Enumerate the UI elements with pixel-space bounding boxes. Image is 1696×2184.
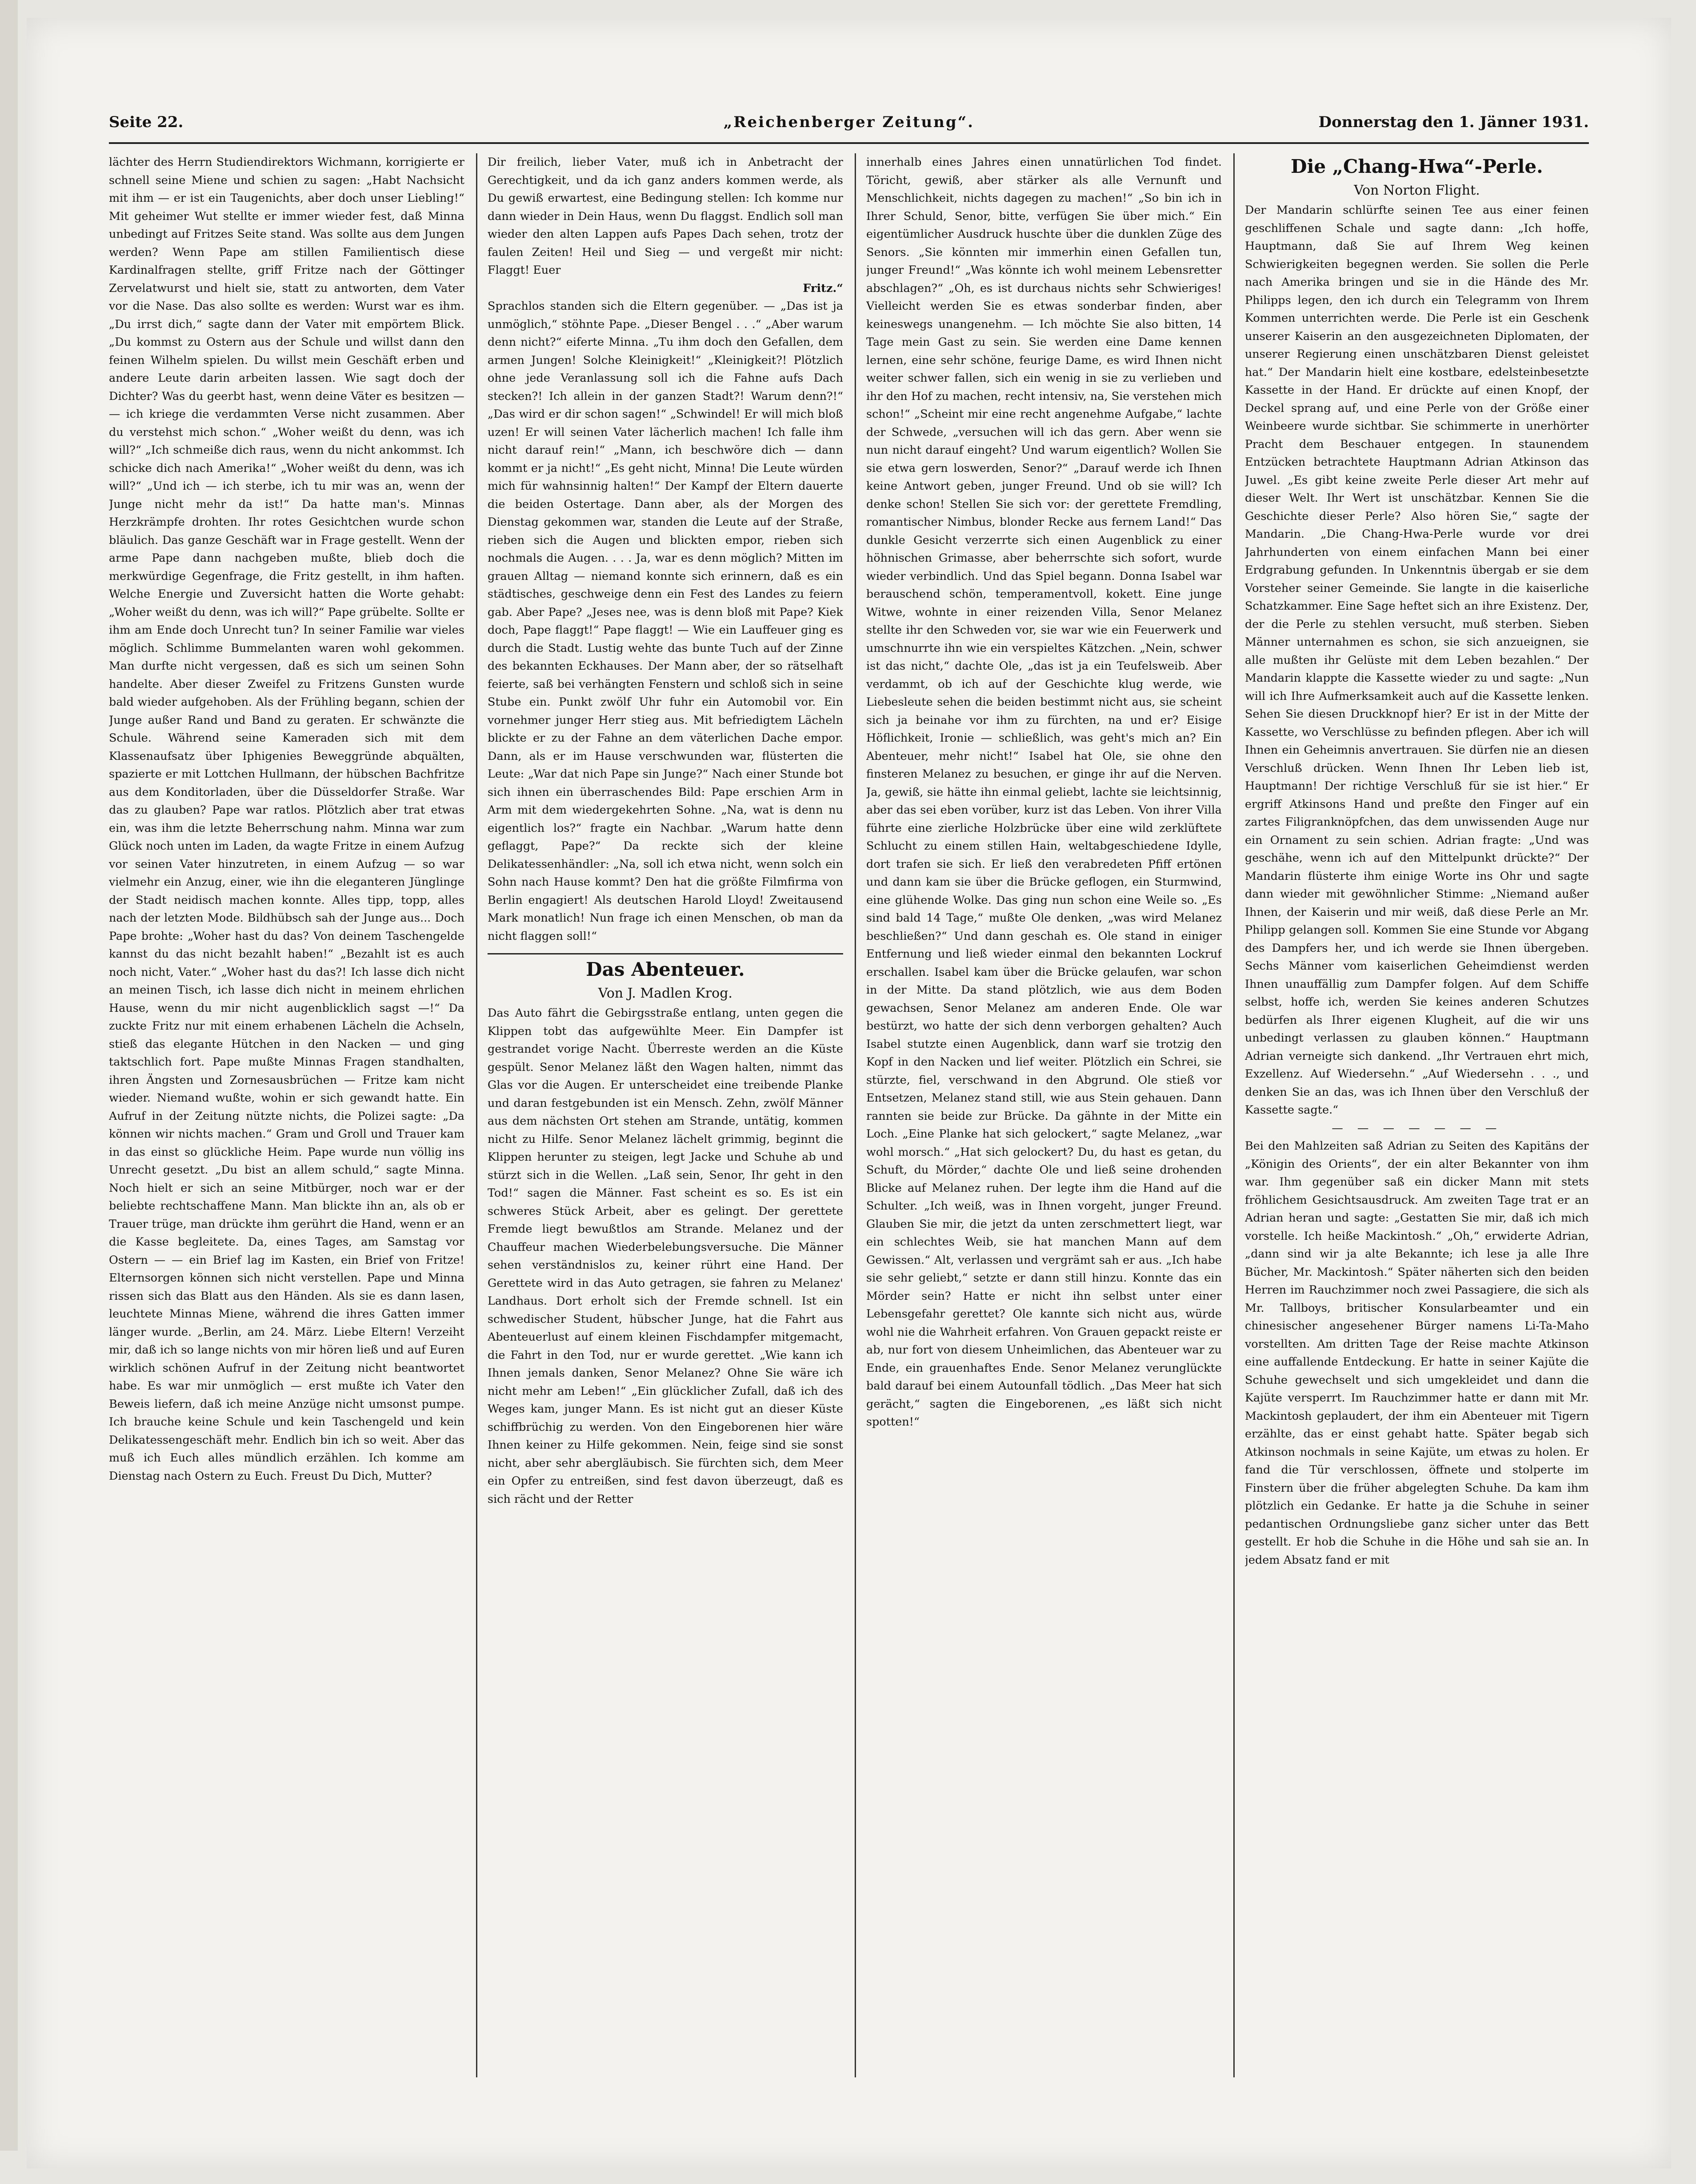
column-4	[1245, 153, 1589, 2077]
column-2-text: Sprachlos standen sich die Eltern gegenüber. — „Das ist ja unmöglich,“ stöhnte Pape. „Dieser Bengel . . .“ „Aber warum denn nicht?“ eiferte Minna. „Tu ihm doch den Gefallen, dem armen Jungen! Solche Kleinigkeit!“ „Kleinigkeit?! Plötzlich ohne jede Veranlassung soll ich die Fahne aufs Dach stecken?! Ich allein in der ganzen Stadt?! Warum denn?!“ „Das wird er dir schon sagen!“ „Schwindel! Er will mich bloß uzen! Er will seinen Vater lächerlich machen! Ich falle ihm nicht darauf rein!“ „Mann, ich beschwöre dich — dann kommt er ja nicht!“ „Es geht nicht, Minna! Die Leute würden mich für wahnsinnig halten!“ Der Kampf der Eltern dauerte die beiden Ostertage. Dann aber, als der Morgen des Dienstag gekommen war, standen die Leute auf der Straße, rieben sich die Augen und blickten empor, rieben sich nochmals die Augen. . . . Ja, war es denn möglich? Mitten im grauen Alltag — niemand konnte sich erinnern, daß es ein städtisches, geschweige denn ein Fest des Landes zu feiern gab. Aber Pape? „Jeses nee, was is denn bloß mit Pape? Kiek doch, Pape flaggt!“ Pape flaggt! — Wie ein Lauffeuer ging es durch die Stadt. Lustig wehte das bunte Tuch auf der Zinne des bekannten Eckhauses. Der Mann aber, der so rätselhaft feierte, saß bei verhängten Fenstern und schloß sich in seine Stube ein. Punkt zwölf Uhr fuhr ein Automobil vor. Ein vornehmer junger Herr stieg aus. Mit befriedigtem Lächeln blickte er zu der Fahne an dem väterlichen Dache empor. Dann, als er im Hause verschwunden war, flüsterten die Leute: „War dat nich Pape sin Junge?“ Nach einer Stunde bot sich ihnen ein überraschendes Bild: Pape erschien Arm in Arm mit dem wiedergekehrten Sohne. „Na, wat is denn nu eigentlich los?“ fragte ein Nachbar. „Warum hatte denn geflaggt, Pape?“ Da reckte sich der kleine Delikatessenhändler: „Na, soll ich etwa nicht, wenn solch ein Sohn nach Hause kommt? Den hat die größte Filmfirma von Berlin engagiert! Als deutschen Harold Lloyd! Zweitausend Mark monatlich! Nun frage ich einen Menschen, ob man da nicht flaggen soll!“	[488, 299, 843, 943]
column-divider	[476, 153, 477, 2077]
column-2	[488, 153, 843, 2077]
issue-date: Donnerstag den 1. Jänner 1931.	[1318, 113, 1589, 131]
column-1-text: lächter des Herrn Studiendirektors Wichmann, korrigierte er schnell seine Miene und schien zu sagen: „Habt Nachsicht mit ihm — er ist ein Taugenichts, aber doch unser Liebling!“ Mit geheimer Wut stellte er immer wieder fest, daß Minna unbedingt auf Fritzes Seite stand. Was sollte aus dem Jungen werden? Wenn Pape am stillen Familientisch diese Kardinalfragen stellte, griff Fritze nach der Göttinger Zervelatwurst und hielt sie, statt zu antworten, dem Vater vor die Nase. Das also sollte es werden: Wurst war es ihm. „Du irrst dich,“ sagte dann der Vater mit empörtem Blick. „Du kommst zu Ostern aus der Schule und willst dann den feinen Wilhelm spielen. Du willst mein Geschäft erben und andere Leute darin arbeiten lassen. Wie sagt doch der Dichter? Was du geerbt hast, wenn deine Väter es besitzen — — ich kriege die verdammten Verse nicht zusammen. Aber du verstehst mich schon.“ „Woher weißt du denn, was ich will?“ „Ich schmeiße dich raus, wenn du nicht ankommst. Ich schicke dich nach Amerika!“ „Woher weißt du denn, was ich will?“ „Und ich — ich sterbe, ich tu mir was an, wenn der Junge nicht mehr da ist!“ Da hatte man's. Minnas Herzkrämpfe drohten. Ihr rotes Gesichtchen wurde schon bläulich. Das ganze Geschäft war in Frage gestellt. Wenn der arme Pape dann nachgeben mußte, blieb doch die merkwürdige Gegenfrage, die Fritz gestellt, in ihm haften. Welche Energie und Zuversicht hatten die Worte gehabt: „Woher weißt du denn, was ich will?“ Pape grübelte. Sollte er ihm am Ende doch Unrecht tun? In seiner Familie war vieles möglich. Schlimme Bummelanten waren wohl gekommen. Man durfte nicht vergessen, daß es sich um seinen Sohn handelte. Aber dieser Zweifel zu Fritzens Gunsten wurde bald wieder aufgehoben. Als der Frühling begann, schien der Junge außer Rand und Band zu geraten. Er schwänzte die Schule. Während seine Kameraden sich mit dem Klassenaufsatz über Iphigenies Beweggründe abquälten, spazierte er mit Lottchen Hullmann, der hübschen Bachfritze aus dem Konditorladen, über die Düsseldorfer Straße. War das zu glauben? Pape war ratlos. Plötzlich aber trat etwas ein, was ihm die letzte Beherrschung nahm. Minna war zum Glück noch unten im Laden, da wagte Fritze in einem Aufzug vor seinen Vater hinzutreten, in einem Aufzug — so war vielmehr ein Anzug, einer, wie ihn die eleganteren Jünglinge der Stadt neidisch machen konnte. Alles tipp, topp, alles nach der letzten Mode. Bildhübsch sah der Junge aus... Doch Pape brohte: „Woher hast du das? Von deinem Taschengelde kannst du das nicht bezahlt haben!“ „Bezahlt ist es auch noch nicht, Vater.“ „Woher hast du das?! Ich lasse dich nicht an meinen Tisch, ich lasse dich nicht in meinem ehrlichen Hause, wenn du mir nicht augenblicklich sagst —!“ Da zuckte Fritz nur mit einem erhabenen Lächeln die Achseln, stieß das elegante Hütchen in den Nacken — und ging taktschlich fort. Pape mußte Minnas Fragen standhalten, ihren Ängsten und Zornesausbrüchen — Fritze kam nicht wieder. Niemand wußte, wohin er sich gewandt hatte. Ein Aufruf in der Zeitung nützte nichts, die Polizei sagte: „Da können wir nichts machen.“ Gram und Groll und Trauer kam in das einst so glückliche Heim. Pape wurde nun völlig ins Unrecht gesetzt. „Du bist an allem schuld,“ sagte Minna. Noch hielt er sich an seine Mitbürger, noch war er der beliebte rechtschaffene Mann. Man blickte ihn an, als ob er Trauer trüge, man drückte ihm gerührt die Hand, wenn er an die Kasse begleitete. Da, eines Tages, am Samstag vor Ostern — — ein Brief lag im Kasten, ein Brief von Fritze! Elternsorgen können sich nicht verstellen. Pape und Minna rissen sich das Blatt aus den Händen. Als sie es dann lasen, leuchtete Minnas Miene, während die ihres Gatten immer länger wurde. „Berlin, am 24. März. Liebe Eltern! Verzeiht mir, daß ich so lange nichts von mir hören ließ und auf Euren wirklich schönen Aufruf in der Zeitung nicht beantwortet habe. Es war mir unmöglich — erst mußte ich Vater den Beweis liefern, daß ich meine Anzüge nicht umsonst pumpe. Ich brauche keine Schule und kein Taschengeld und kein Delikatessengeschäft mehr. Endlich bin ich so weit. Aber das muß ich Euch alles mündlich erzählen. Ich komme am Dienstag nach Ostern zu Euch. Freust Du Dich, Mutter?	[109, 156, 464, 1483]
header-rule	[109, 142, 1589, 144]
page-header	[109, 113, 1589, 140]
scan-margin	[0, 0, 18, 2151]
newspaper-name: „Reichenberger Zeitung“.	[723, 113, 975, 131]
column-divider	[1233, 153, 1235, 2077]
column-divider	[855, 153, 856, 2077]
story-text-perle: Der Mandarin schlürfte seinen Tee aus einer feinen geschliffenen Schale und sagte dann: „Ich hoffe, Hauptmann, daß Sie auf Ihrem Weg keinen Schwierigkeiten begegnen werden. Sie sollen die Perle nach Amerika bringen und sie in die Hände des Mr. Philipps legen, den ich durch ein Telegramm von Ihrem Kommen unterrichten werde. Die Perle ist ein Geschenk unserer Kaiserin an den ausgezeichneten Diplomaten, der unserer Regierung einen unschätzbaren Dienst geleistet hat.“ Der Mandarin hielt eine kostbare, edelsteinbesetzte Kassette in der Hand. Er drückte auf einen Knopf, der Deckel sprang auf, und eine Perle von der Größe einer Weinbeere wurde sichtbar. Sie schimmerte in unerhörter Pracht dem Beschauer entgegen. In staunendem Entzücken betrachtete Hauptmann Adrian Atkinson das Juwel. „Es gibt keine zweite Perle dieser Art mehr auf dieser Welt. Ihr Wert ist unschätzbar. Kennen Sie die Geschichte dieser Perle? Also hören Sie,“ sagte der Mandarin. „Die Chang-Hwa-Perle wurde vor drei Jahrhunderten von einem einfachen Mann bei einer Erdgrabung gefunden. In Unkenntnis übergab er sie dem Vorsteher seiner Gemeinde. Sie langte in die kaiserliche Schatzkammer. Eine Sage heftet sich an ihre Existenz. Der, der die Perle zu stehlen versucht, muß sterben. Sieben Männer unternahmen es schon, sie sich anzueignen, sie alle mußten ihr Gelüste mit dem Leben bezahlen.“ Der Mandarin klappte die Kassette wieder zu und sagte: „Nun will ich Ihre Aufmerksamkeit auch auf die Kassette lenken. Sehen Sie diesen Druckknopf hier? Er ist in der Mitte der Kassette, wo Verschlüsse zu befinden pflegen. Aber ich will Ihnen ein Geheimnis anvertrauen. Sie dürfen nie an diesen Verschluß drücken. Wenn Ihnen Ihr Leben lieb ist, Hauptmann! Der richtige Verschluß für sie ist hier.“ Er ergriff Atkinsons Hand und preßte den Finger auf ein zartes Filigranknöpfchen, das dem unwissenden Auge nur ein Ornament zu sein schien. Adrian fragte: „Und was geschähe, wenn ich auf den Mittelpunkt drückte?“ Der Mandarin flüsterte ihm einige Worte ins Ohr und sagte dann wieder mit gewöhnlicher Stimme: „Niemand außer Ihnen, der Kaiserin und mir weiß, daß diese Perle an Mr. Philipp gelangen soll. Kommen Sie eine Stunde vor Abgang des Dampfers her, und ich werde sie Ihnen übergeben. Sechs Männer vom kaiserlichen Geheimdienst werden Ihnen unauffällig zum Dampfer folgen. Auf dem Schiffe selbst, hoffe ich, werden Sie keines anderen Schutzes bedürfen als Ihrer eigenen Klugheit, auf die wir uns unbedingt verlassen zu glauben können.“ Hauptmann Adrian verneigte sich dankend. „Ihr Vertrauen ehrt mich, Exzellenz. Auf Wiedersehn.“ „Auf Wiedersehn . . ., und denken Sie an das, was ich Ihnen über den Verschluß der Kassette sagte.“	[1245, 204, 1589, 1117]
story-text-perle-2: Bei den Mahlzeiten saß Adrian zu Seiten des Kapitäns der „Königin des Orients“, der ein alter Bekannter von ihm war. Ihm gegenüber saß ein dicker Mann mit stets fröhlichem Gesichtsausdruck. Am zweiten Tage trat er an Adrian heran und sagte: „Gestatten Sie mir, daß ich mich vorstelle. Ich heiße Mackintosh.“ „Oh,“ erwiderte Adrian, „dann sind wir ja alte Bekannte; ich lese ja alle Ihre Bücher, Mr. Mackintosh.“ Später näherten sich den beiden Herren im Rauchzimmer noch zwei Passagiere, die sich als Mr. Tallboys, britischer Konsularbeamter und ein chinesischer angesehener Bürger namens Li-Ta-Maho vorstellten. Am dritten Tage der Reise machte Atkinson eine auffallende Entdeckung. Er hatte in seiner Kajüte die Schuhe gewechselt und sich umgekleidet und dann die Kajüte versperrt. Im Rauchzimmer hatte er dann mit Mr. Mackintosh geplaudert, der ihm ein Abenteuer mit Tigern erzählte, das er einst gehabt hatte. Später begab sich Atkinson nochmals in seine Kajüte, um etwas zu holen. Er fand die Tür verschlossen, öffnete und stolperte im Finstern über die früher abgelegten Schuhe. Da kam ihm plötzlich ein Gedanke. Er hatte ja die Schuhe in seiner pedantischen Ordnungsliebe ganz sicher unter das Bett gestellt. Er hob die Schuhe in die Höhe und sah sie an. In jedem Absatz fand er mit	[1245, 1139, 1589, 1567]
column-3	[866, 153, 1222, 2077]
story-text-abenteuer: Das Auto fährt die Gebirgsstraße entlang, unten gegen die Klippen tobt das aufgewühlte Meer. Ein Dampfer ist gestrandet vorige Nacht. Überreste werden an die Küste gespült. Senor Melanez läßt den Wagen halten, nimmt das Glas vor die Augen. Er unterscheidet eine treibende Planke und daran festgebunden ist ein Mensch. Zehn, zwölf Männer aus dem nächsten Ort stehen am Strande, untätig, kommen nicht zu Hilfe. Senor Melanez lächelt grimmig, beginnt die Klippen herunter zu steigen, legt Jacke und Schuhe ab und stürzt sich in die Wellen. „Laß sein, Senor, Ihr geht in den Tod!“ sagen die Männer. Fast scheint es so. Es ist ein schweres Stück Arbeit, aber es gelingt. Der gerettete Fremde liegt bewußtlos am Strande. Melanez und der Chauffeur machen Wiederbelebungsversuche. Die Männer sehen verständnislos zu, keiner rührt eine Hand. Der Gerettete wird in das Auto getragen, sie fahren zu Melanez' Landhaus. Dort erholt sich der Fremde schnell. Ist ein schwedischer Student, hübscher Junge, hat die Fahrt aus Abenteuerlust auf einem kleinen Fischdampfer mitgemacht, die Fahrt in den Tod, nur er wurde gerettet. „Wie kann ich Ihnen jemals danken, Senor Melanez? Ohne Sie wäre ich nicht mehr am Leben!“ „Ein glücklicher Zufall, daß ich des Weges kam, junger Mann. Es ist nicht gut an dieser Küste schiffbrüchig zu werden. Von den Eingeborenen hier wäre Ihnen keiner zu Hilfe gekommen. Nein, feige sind sie sonst nicht, aber sehr abergläubisch. Sie fürchten sich, dem Meer ein Opfer zu entreißen, sind fest davon überzeugt, daß es sich rächt und der Retter	[488, 1006, 843, 1506]
page-number: Seite 22.	[109, 113, 184, 131]
story-byline-perle: Von Norton Flight.	[1354, 183, 1480, 198]
letter-signature: Fritz.“	[803, 281, 843, 295]
story-byline-abenteuer: Von J. Madlen Krog.	[598, 986, 733, 1001]
title-rule	[488, 953, 843, 954]
column-3-text: innerhalb eines Jahres einen unnatürlichen Tod findet. Töricht, gewiß, aber stärker als alle Vernunft und Menschlichkeit, nichts dagegen zu machen!“ „So bin ich in Ihrer Schuld, Senor, bitte, verfügen Sie über mich.“ Ein eigentümlicher Ausdruck huschte über die dunklen Züge des Senors. „Sie könnten mir immerhin einen Gefallen tun, junger Freund!“ „Was könnte ich wohl meinem Lebensretter abschlagen?“ „Oh, es ist durchaus nichts sehr Schwieriges! Vielleicht werden Sie es etwas sonderbar finden, aber keineswegs unangenehm. — Ich möchte Sie also bitten, 14 Tage mein Gast zu sein. Sie werden eine Dame kennen lernen, eine sehr schöne, feurige Dame, es wird Ihnen nicht weiter schwer fallen, sich ein wenig in sie zu verlieben und ihr den Hof zu machen, recht intensiv, na, Sie verstehen mich schon!“ „Scheint mir eine recht angenehme Aufgabe,“ lachte der Schwede, „versuchen will ich das gern. Aber wenn sie nun nicht darauf eingeht? Und warum eigentlich? Wollen Sie sie etwa gern loswerden, Senor?“ „Darauf werde ich Ihnen keine Antwort geben, junger Freund. Und ob sie will? Ich denke schon! Stellen Sie sich vor: der gerettete Fremdling, romantischer Nimbus, blonder Recke aus fernem Land!“ Das dunkle Gesicht verzerrte sich einen Augenblick zu einer höhnischen Grimasse, aber beherrschte sich sofort, wurde wieder verbindlich. Und das Spiel begann. Donna Isabel war berauschend schön, temperamentvoll, kokett. Eine junge Witwe, wohnte in einer reizenden Villa, Senor Melanez stellte ihr den Schweden vor, sie war wie ein Feuerwerk und umschnurrte ihn wie ein verspieltes Kätzchen. „Nein, schwer ist das nicht,“ dachte Ole, „das ist ja ein Teufelsweib. Aber verdammt, ob ich auf der Geschichte klug werde, wie Liebesleute sehen die beiden bestimmt nicht aus, sie scheint sich ja beinahe vor ihm zu fürchten, na und er? Eisige Höflichkeit, Ironie — schließlich, was geht's mich an? Ein Abenteuer, mehr nicht!“ Isabel hat Ole, sie ohne den finsteren Melanez zu besuchen, er ginge ihr auf die Nerven. Ja, gewiß, sie hätte ihn einmal geliebt, lachte sie leichtsinnig, aber das sei eben vorüber, kurz ist das Leben. Von ihrer Villa führte eine zierliche Holzbrücke über eine wild zerklüftete Schlucht zu einem stillen Hain, weltabgeschiedene Idylle, dort trafen sie sich. Er ließ den verabredeten Pfiff ertönen und dann kam sie über die Brücke geflogen, ein Sturmwind, eine glühende Wolke. Das ging nun schon eine Weile so. „Es sind bald 14 Tage,“ mußte Ole denken, „was wird Melanez beschließen?“ Und dann geschah es. Ole stand in einiger Entfernung und ließ wieder einmal den bekannten Lockruf erschallen. Isabel kam über die Brücke gelaufen, war schon in der Mitte. Da stand plötzlich, wie aus dem Boden gewachsen, Senor Melanez am anderen Ende. Ole war bestürzt, wo hatte der sich denn verborgen gehalten? Auch Isabel stutzte einen Augenblick, dann warf sie trotzig den Kopf in den Nacken und lief weiter. Plötzlich ein Schrei, sie stürzte, fiel, verschwand in den Abgrund. Ole stieß vor Entsetzen, Melanez stand still, wie aus Stein gehauen. Dann rannten sie beide zur Brücke. Da gähnte in der Mitte ein Loch. „Eine Planke hat sich gelockert,“ sagte Melanez, „war wohl morsch.“ „Hat sich gelockert? Du, du hast es getan, du Schuft, du Mörder,“ dachte Ole und ließ seine drohenden Blicke auf Melanez ruhen. Der legte ihm die Hand auf die Schulter. „Ich weiß, was in Ihnen vorgeht, junger Freund. Glauben Sie mir, die jetzt da unten zerschmettert liegt, war ein schlechtes Weib, sie hat manchen Mann auf dem Gewissen.“ Alt, verlassen und vergrämt sah er aus. „Ich habe sie sehr geliebt,“ setzte er dann still hinzu. Konnte das ein Mörder sein? Hatte er nicht ihn selbst unter einer Lebensgefahr gerettet? Ole kannte sich nicht aus, würde wohl nie die Wahrheit erfahren. Von Grauen gepackt reiste er ab, nur fort von diesem Unheimlichen, das Abenteuer war zu Ende, ein grauenhaftes Ende. Senor Melanez verunglückte bald darauf bei einem Autounfall tödlich. „Das Meer hat sich gerächt,“ sagten die Eingeborenen, „es läßt sich nicht spotten!“	[866, 156, 1222, 1429]
story-title-perle: Die „Chang-Hwa“-Perle.	[1291, 156, 1543, 177]
section-separator: — — — — — — —	[1332, 1121, 1502, 1135]
columns	[109, 153, 1589, 2077]
column-1	[109, 153, 464, 2077]
story-title-abenteuer: Das Abenteuer.	[586, 958, 745, 980]
letter-text: Dir freilich, lieber Vater, muß ich in Anbetracht der Gerechtigkeit, und da ich ganz anders kommen werde, als Du gewiß erwartest, eine Bedingung stellen: Ich komme nur dann wieder in Dein Haus, wenn Du flaggst. Endlich soll man wieder den alten Lappen aufs Papes Dach sehen, trotz der faulen Zeiten! Heil und Sieg — und vergeßt mir nicht: Flaggt! Euer	[488, 156, 843, 277]
